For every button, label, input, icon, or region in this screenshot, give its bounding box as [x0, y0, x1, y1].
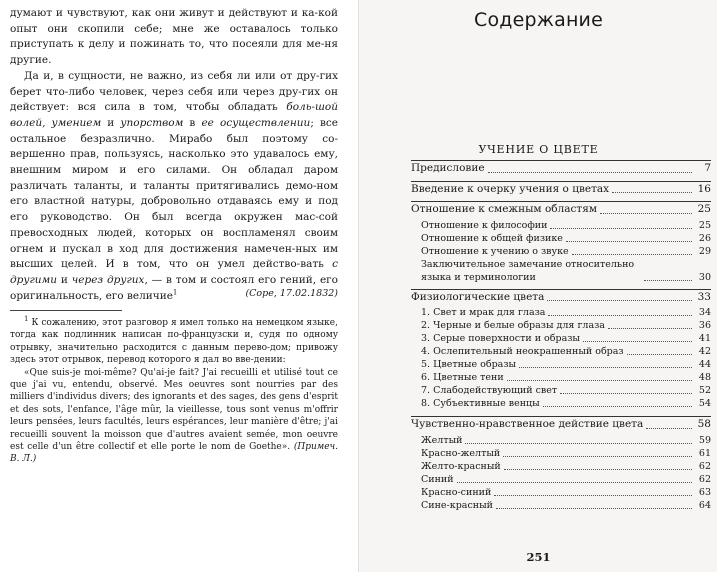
toc-label: 6. Цветные тени: [421, 372, 504, 383]
emphasis: через других: [71, 273, 145, 286]
toc-page: 30: [698, 271, 711, 283]
text-run: и: [57, 273, 72, 286]
page-number: 251: [526, 550, 551, 564]
toc-page: 41: [698, 333, 711, 344]
leader-dots: [548, 315, 692, 316]
leader-dots: [507, 380, 692, 381]
toc-subentry[interactable]: [411, 332, 711, 345]
toc-page: 61: [698, 447, 711, 459]
toc-subentry[interactable]: [411, 306, 711, 319]
toc-page: 63: [698, 486, 711, 498]
leader-dots: [608, 328, 692, 329]
toc-entry-intro[interactable]: [411, 183, 711, 197]
toc-page: 52: [698, 385, 711, 396]
leader-dots: [612, 192, 692, 193]
leader-dots: [566, 241, 692, 242]
leader-dots: [457, 482, 692, 483]
leader-dots: [547, 300, 692, 301]
footnote-attribution: (Примеч. В. Л.): [10, 442, 338, 465]
toc-label: Заключительное замечание относительно языка и терминологии: [421, 258, 635, 283]
toc-page: 34: [698, 307, 711, 318]
toc-label: 7. Слабодействующий свет: [421, 385, 558, 396]
toc-page: 42: [698, 346, 711, 357]
toc-label: Желтый: [421, 434, 463, 446]
text-run: в: [183, 116, 202, 129]
footnote-text: К сожалению, этот разговор я имел только на немецком языке, тогда как подлинник написан по-французски и, судя по одному отрывку, значительно расходится с данным перево-дом; привожу здесь этот отрывок, перевод которого я дал во вве-дении:: [10, 318, 338, 366]
toc-subentry[interactable]: [411, 245, 711, 258]
page-title: Содержание: [474, 9, 603, 31]
toc-page: 62: [698, 460, 711, 472]
toc-divider: [411, 289, 711, 290]
toc-entry-preface[interactable]: [411, 162, 711, 176]
toc-page: 26: [698, 232, 711, 244]
text-run: Да и, в сущности, не важно, из себя ли или от дру-гих берет что-либо человек, через себя или через дру-гих он действует: вся сила в том, чтобы обладать: [10, 69, 338, 114]
leader-dots: [519, 367, 692, 368]
toc-label: 2. Черные и белые образы для глаза: [421, 320, 605, 331]
toc-divider: [411, 416, 711, 417]
toc-subentry[interactable]: [411, 258, 711, 284]
toc-entry-physio[interactable]: [411, 291, 711, 305]
text-run: и: [101, 116, 121, 129]
toc-page: 36: [698, 320, 711, 331]
text-run: ; все остальное безразлично. Мирабо был поэтому со-вершенно прав, пользуясь, насколько это удавалось ему, внешним миром и его силами. Он обладал даром различать таланты, и таланты притягивались демо-ном его властной натуры, добровольно отдаваясь ему и под его руководство. Он был всегда окружен мас-сой превосходных людей, которых он воспламенял своим огнем и пускал в ход для достижения намечен-ных им высших целей. И в том, что он умел действо-вать: [10, 116, 338, 271]
paragraph-1: думают и чувствуют, как они живут и действуют и ка-кой опыт они скопили себе; мне же оставалось только приступать к делу и пожинать то, что посеяли для ме-ня другие.: [10, 7, 338, 67]
leader-dots: [572, 254, 692, 255]
leader-dots: [627, 354, 692, 355]
emphasis: с другими: [10, 258, 338, 286]
toc-label: Предисловие: [411, 162, 485, 174]
leader-dots: [560, 393, 692, 394]
toc-subentry[interactable]: [411, 358, 711, 371]
toc-subentry[interactable]: [411, 345, 711, 358]
toc-subentry[interactable]: [411, 371, 711, 384]
toc-label: Отношение к учению о звуке: [421, 245, 569, 257]
leader-dots: [494, 495, 692, 496]
toc-entry-relation[interactable]: [411, 203, 711, 217]
leader-dots: [600, 213, 692, 214]
paragraph-2: [10, 69, 338, 305]
toc-subentry[interactable]: [411, 384, 711, 397]
leader-dots: [543, 406, 692, 407]
toc-label: 4. Ослепительный неокрашенный образ: [421, 346, 624, 357]
section-heading: УЧЕНИЕ О ЦВЕТЕ: [478, 143, 599, 156]
leader-dots: [504, 469, 692, 470]
toc-page: 59: [698, 434, 711, 446]
footnote-paragraph-1: [10, 317, 338, 367]
toc-divider: [411, 201, 711, 202]
toc-label: Отношение к смежным областям: [411, 203, 597, 215]
toc-page: 44: [698, 359, 711, 370]
footnote-number: 1: [24, 315, 29, 323]
toc-label: Красно-синий: [421, 486, 492, 498]
toc-subentry[interactable]: [411, 499, 711, 512]
emphasis: боль-шой волей, умением: [10, 101, 338, 129]
toc-label: Синий: [421, 473, 454, 485]
toc-page: 33: [697, 290, 711, 303]
footnote: [10, 317, 338, 466]
toc-divider: [411, 181, 711, 182]
toc-divider: [411, 160, 711, 161]
leader-dots: [496, 508, 692, 509]
toc-page: 25: [698, 219, 711, 231]
toc-page: 64: [698, 499, 711, 511]
toc-page: 58: [697, 418, 711, 430]
body-text: [10, 6, 338, 304]
toc-page: 48: [698, 372, 711, 383]
toc-page: 7: [704, 162, 711, 174]
toc-label: Красно-желтый: [421, 447, 501, 459]
toc-label: 8. Субъективные венцы: [421, 398, 540, 409]
toc-label: Сине-красный: [421, 499, 493, 511]
footnote-paragraph-2: [10, 367, 338, 466]
right-page: [358, 0, 717, 572]
toc-page: 29: [698, 245, 711, 257]
text-run: , — в том и состоял его гений, его оригинальность, его величие: [10, 273, 339, 302]
leader-dots: [465, 443, 692, 444]
toc-page: 25: [697, 203, 711, 215]
leader-dots: [644, 280, 692, 281]
toc-subentry[interactable]: [411, 486, 711, 499]
emphasis: упорством: [120, 116, 184, 129]
leader-dots: [488, 172, 692, 173]
toc-label: Отношение к общей физике: [421, 232, 563, 244]
toc-label: Введение к очерку учения о цветах: [411, 182, 610, 195]
table-of-contents: [411, 160, 711, 512]
toc-subentry[interactable]: [411, 397, 711, 410]
toc-page: 54: [698, 398, 711, 409]
toc-subentry[interactable]: [411, 473, 711, 486]
citation-source: (Соре, 17.02.1832): [245, 288, 338, 299]
leader-dots: [550, 228, 692, 229]
toc-page: 62: [698, 473, 711, 485]
toc-subentry[interactable]: [411, 434, 711, 447]
leader-dots: [503, 456, 692, 457]
toc-subentry[interactable]: [411, 219, 711, 232]
toc-label: Желто-красный: [421, 460, 501, 472]
toc-subentry[interactable]: [411, 232, 711, 245]
toc-label: Чувственно-нравственное действие цвета: [411, 418, 644, 430]
toc-page: 16: [697, 182, 711, 195]
toc-label: Физиологические цвета: [411, 290, 545, 303]
toc-entry-moral[interactable]: [411, 418, 711, 432]
toc-label: 3. Серые поверхности и образы: [421, 333, 580, 344]
leader-dots: [583, 341, 692, 342]
footnote-marker[interactable]: 1: [172, 288, 178, 297]
footnote-divider: [10, 310, 122, 311]
emphasis: ее осуществлении: [201, 116, 311, 129]
toc-label: 5. Цветные образы: [421, 359, 517, 370]
leader-dots: [646, 428, 692, 429]
toc-label: Отношение к философии: [421, 219, 548, 231]
toc-subentry[interactable]: [411, 319, 711, 332]
toc-subentry[interactable]: [411, 460, 711, 473]
toc-label: 1. Свет и мрак для глаза: [421, 307, 546, 318]
left-page: [0, 0, 358, 572]
toc-subentry[interactable]: [411, 447, 711, 460]
footnote-quote: «Que suis-je moi-même? Qu'ai-je fait? J'ai recueilli et utilisé tout ce que j'ai vu, entendu, observé. Mes oeuvres sont nourries par des milliers d'individus divers; des ignorants et des sages, des gens d'esprit et des sots, l'enfance, l'âge mûr, la vieillesse, tous sont venus m'offrir leurs pensées, leurs facultés, leurs espérances, leur manière d'être; j'ai recueilli souvent la moisson que d'autres avaient semée, mon oeuvre est celle d'un être collectif et elle porte le nom de Goethe».: [10, 367, 339, 453]
